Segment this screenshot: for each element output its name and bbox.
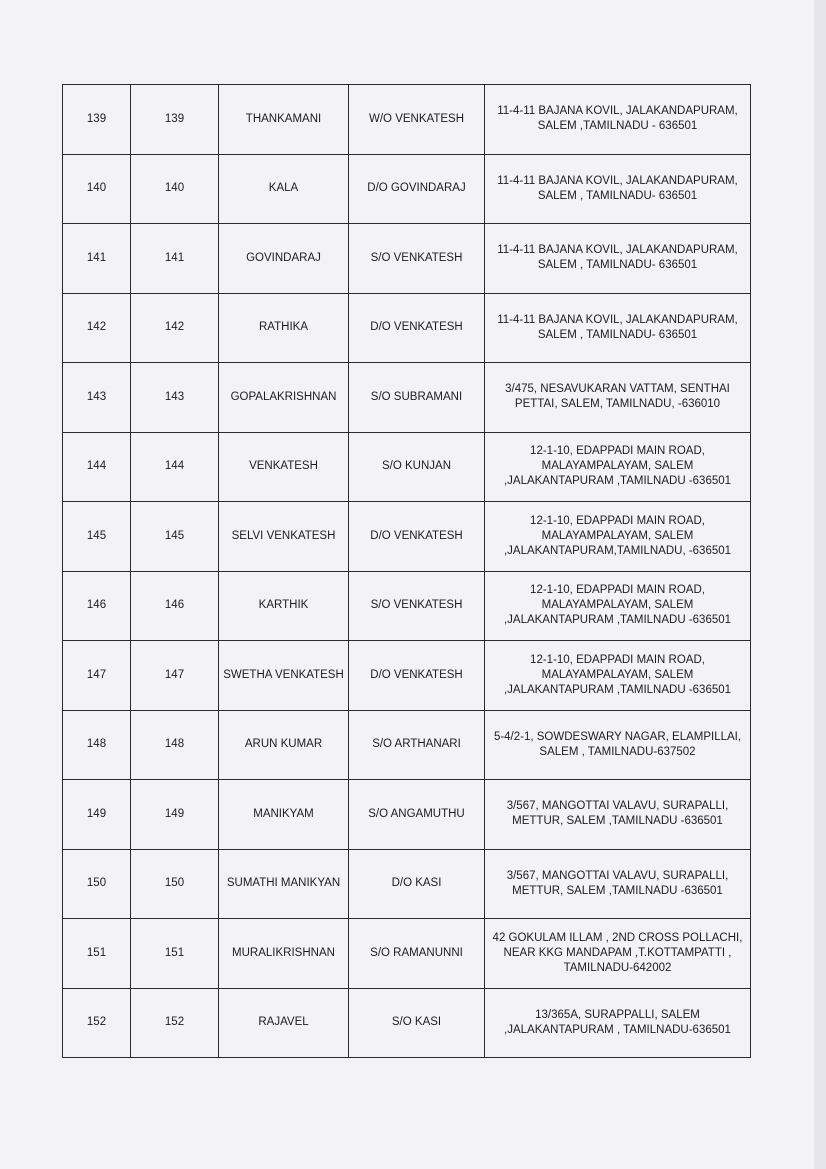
record-number-cell: 152 xyxy=(131,988,219,1058)
address-cell: 42 GOKULAM ILLAM , 2ND CROSS POLLACHI, NEAR KKG MANDAPAM ,T.KOTTAMPATTI , TAMILNADU-642002 xyxy=(485,919,751,989)
address-cell: 5-4/2-1, SOWDESWARY NAGAR, ELAMPILLAI, SALEM , TAMILNADU-637502 xyxy=(485,710,751,780)
relation-cell: W/O VENKATESH xyxy=(349,85,485,155)
address-cell: 3/567, MANGOTTAI VALAVU, SURAPALLI, METTUR, SALEM ,TAMILNADU -636501 xyxy=(485,780,751,850)
name-cell: KALA xyxy=(219,154,349,224)
serial-number-cell: 140 xyxy=(63,154,131,224)
table-row xyxy=(63,849,751,919)
record-number-cell: 151 xyxy=(131,919,219,989)
table-row xyxy=(63,502,751,572)
table-row xyxy=(63,293,751,363)
relation-cell: D/O VENKATESH xyxy=(349,641,485,711)
record-number-cell: 144 xyxy=(131,432,219,502)
records-table-body xyxy=(63,85,751,1058)
serial-number-cell: 139 xyxy=(63,85,131,155)
serial-number-cell: 146 xyxy=(63,571,131,641)
name-cell: RAJAVEL xyxy=(219,988,349,1058)
record-number-cell: 139 xyxy=(131,85,219,155)
serial-number-cell: 147 xyxy=(63,641,131,711)
address-cell: 11-4-11 BAJANA KOVIL, JALAKANDAPURAM, SALEM , TAMILNADU- 636501 xyxy=(485,224,751,294)
table-row xyxy=(63,780,751,850)
record-number-cell: 150 xyxy=(131,849,219,919)
record-number-cell: 142 xyxy=(131,293,219,363)
relation-cell: D/O KASI xyxy=(349,849,485,919)
record-number-cell: 141 xyxy=(131,224,219,294)
record-number-cell: 140 xyxy=(131,154,219,224)
name-cell: THANKAMANI xyxy=(219,85,349,155)
serial-number-cell: 144 xyxy=(63,432,131,502)
serial-number-cell: 141 xyxy=(63,224,131,294)
relation-cell: D/O GOVINDARAJ xyxy=(349,154,485,224)
serial-number-cell: 145 xyxy=(63,502,131,572)
record-number-cell: 143 xyxy=(131,363,219,433)
table-row xyxy=(63,224,751,294)
table-row xyxy=(63,363,751,433)
record-number-cell: 148 xyxy=(131,710,219,780)
name-cell: SELVI VENKATESH xyxy=(219,502,349,572)
records-table xyxy=(62,84,751,1058)
table-row xyxy=(63,571,751,641)
record-number-cell: 149 xyxy=(131,780,219,850)
address-cell: 12-1-10, EDAPPADI MAIN ROAD, MALAYAMPALAYAM, SALEM ,JALAKANTAPURAM ,TAMILNADU -636501 xyxy=(485,641,751,711)
record-number-cell: 146 xyxy=(131,571,219,641)
address-cell: 11-4-11 BAJANA KOVIL, JALAKANDAPURAM, SALEM , TAMILNADU- 636501 xyxy=(485,293,751,363)
name-cell: SUMATHI MANIKYAN xyxy=(219,849,349,919)
serial-number-cell: 152 xyxy=(63,988,131,1058)
name-cell: MANIKYAM xyxy=(219,780,349,850)
page-edge xyxy=(814,0,826,1169)
name-cell: MURALIKRISHNAN xyxy=(219,919,349,989)
address-cell: 12-1-10, EDAPPADI MAIN ROAD, MALAYAMPALAYAM, SALEM ,JALAKANTAPURAM ,TAMILNADU -636501 xyxy=(485,432,751,502)
name-cell: VENKATESH xyxy=(219,432,349,502)
name-cell: SWETHA VENKATESH xyxy=(219,641,349,711)
relation-cell: S/O SUBRAMANI xyxy=(349,363,485,433)
address-cell: 12-1-10, EDAPPADI MAIN ROAD, MALAYAMPALAYAM, SALEM ,JALAKANTAPURAM,TAMILNADU, -636501 xyxy=(485,502,751,572)
address-cell: 3/567, MANGOTTAI VALAVU, SURAPALLI, METTUR, SALEM ,TAMILNADU -636501 xyxy=(485,849,751,919)
relation-cell: S/O KASI xyxy=(349,988,485,1058)
address-cell: 11-4-11 BAJANA KOVIL, JALAKANDAPURAM, SALEM ,TAMILNADU - 636501 xyxy=(485,85,751,155)
relation-cell: S/O VENKATESH xyxy=(349,224,485,294)
name-cell: ARUN KUMAR xyxy=(219,710,349,780)
relation-cell: S/O ANGAMUTHU xyxy=(349,780,485,850)
serial-number-cell: 149 xyxy=(63,780,131,850)
serial-number-cell: 143 xyxy=(63,363,131,433)
record-number-cell: 145 xyxy=(131,502,219,572)
name-cell: GOPALAKRISHNAN xyxy=(219,363,349,433)
table-row xyxy=(63,432,751,502)
address-cell: 3/475, NESAVUKARAN VATTAM, SENTHAI PETTAI, SALEM, TAMILNADU, -636010 xyxy=(485,363,751,433)
serial-number-cell: 142 xyxy=(63,293,131,363)
relation-cell: D/O VENKATESH xyxy=(349,502,485,572)
address-cell: 13/365A, SURAPPALLI, SALEM ,JALAKANTAPURAM , TAMILNADU-636501 xyxy=(485,988,751,1058)
table-row xyxy=(63,85,751,155)
serial-number-cell: 148 xyxy=(63,710,131,780)
table-row xyxy=(63,710,751,780)
relation-cell: S/O KUNJAN xyxy=(349,432,485,502)
serial-number-cell: 151 xyxy=(63,919,131,989)
relation-cell: D/O VENKATESH xyxy=(349,293,485,363)
table-row xyxy=(63,154,751,224)
serial-number-cell: 150 xyxy=(63,849,131,919)
address-cell: 11-4-11 BAJANA KOVIL, JALAKANDAPURAM, SALEM , TAMILNADU- 636501 xyxy=(485,154,751,224)
name-cell: RATHIKA xyxy=(219,293,349,363)
name-cell: GOVINDARAJ xyxy=(219,224,349,294)
name-cell: KARTHIK xyxy=(219,571,349,641)
relation-cell: S/O VENKATESH xyxy=(349,571,485,641)
table-row xyxy=(63,919,751,989)
record-number-cell: 147 xyxy=(131,641,219,711)
table-row xyxy=(63,641,751,711)
relation-cell: S/O RAMANUNNI xyxy=(349,919,485,989)
relation-cell: S/O ARTHANARI xyxy=(349,710,485,780)
table-row xyxy=(63,988,751,1058)
address-cell: 12-1-10, EDAPPADI MAIN ROAD, MALAYAMPALAYAM, SALEM ,JALAKANTAPURAM ,TAMILNADU -636501 xyxy=(485,571,751,641)
